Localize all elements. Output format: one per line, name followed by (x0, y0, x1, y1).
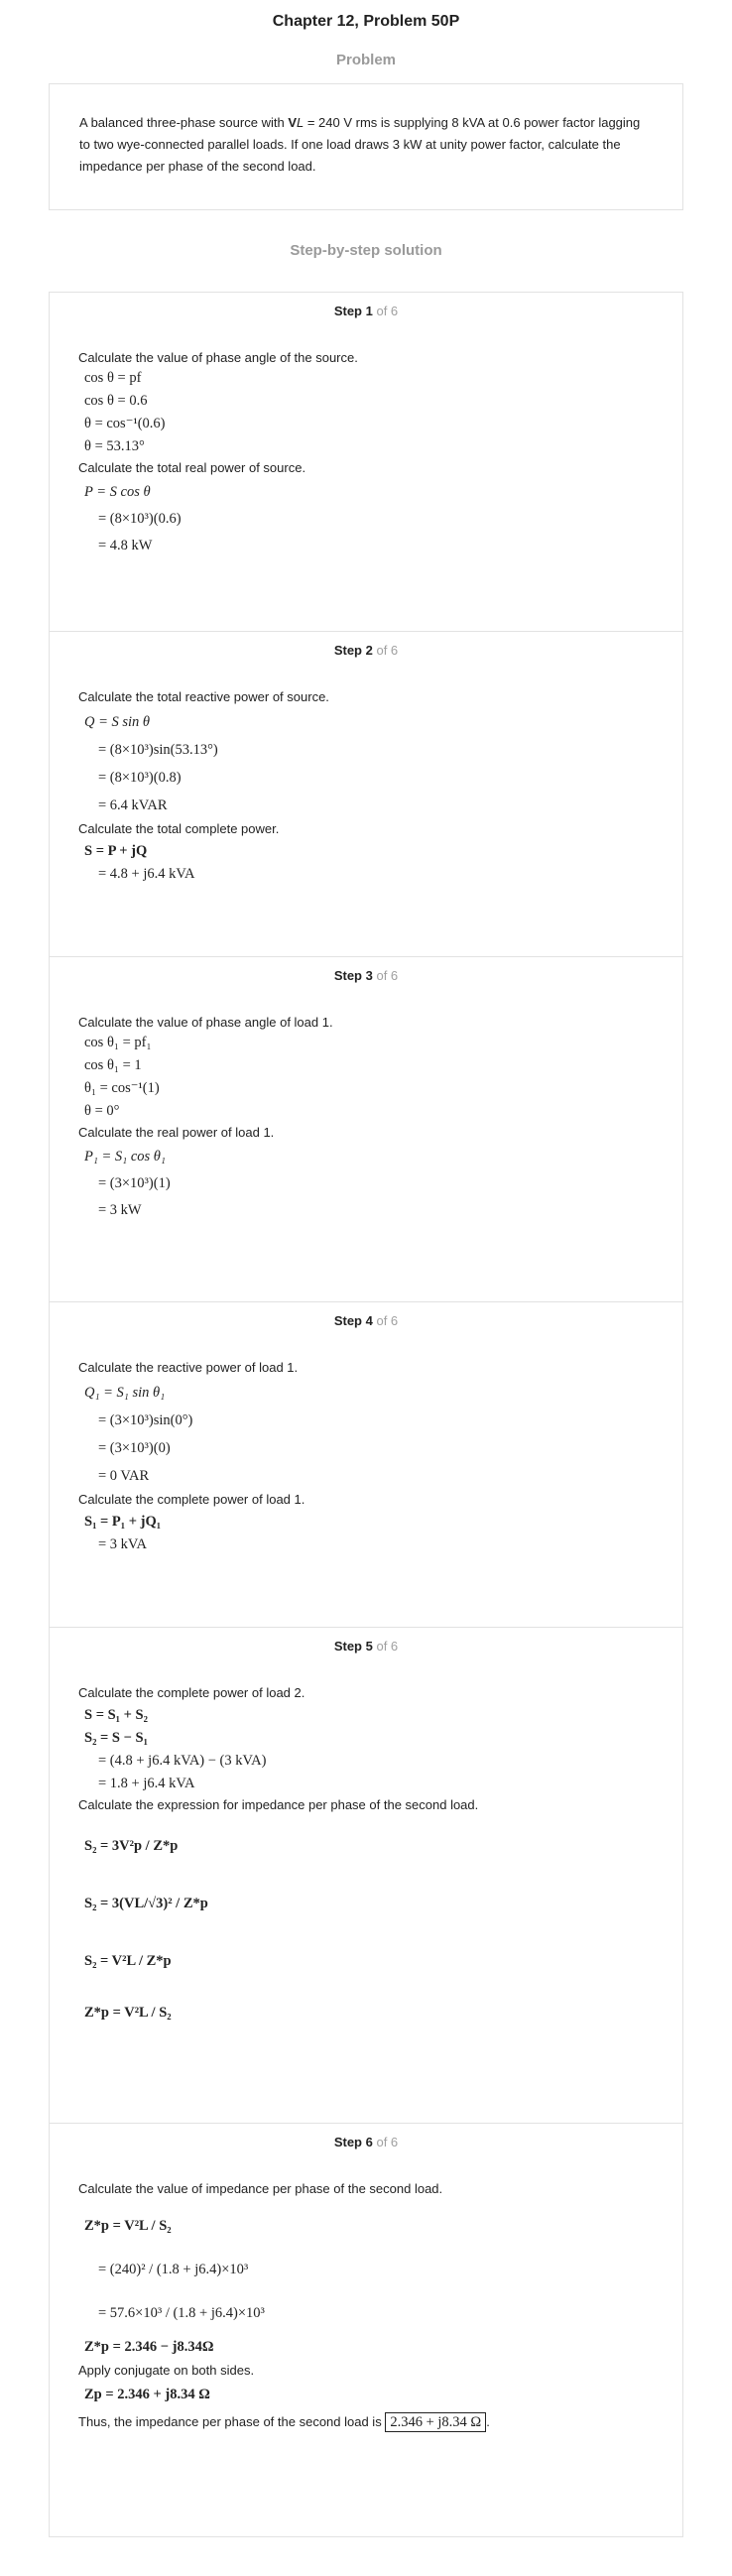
eq: Q₁ = S₁ sin θ₁ (84, 1385, 166, 1401)
step-4 (49, 1301, 683, 1627)
eq: Z*p = V²L / S₂ (84, 2218, 172, 2234)
page-title: Chapter 12, Problem 50P (272, 13, 460, 30)
eq: Zp = 2.346 + j8.34 Ω (84, 2387, 210, 2402)
eq: θ = cos⁻¹(0.6) (84, 416, 166, 431)
eq: = (8×10³)(0.8) (98, 770, 182, 786)
eq: S = S₁ + S₂ (84, 1707, 148, 1723)
eq: = (3×10³)(1) (98, 1175, 171, 1191)
step-5-header: Step 5 of 6 (333, 1639, 399, 1654)
eq: cos θ₁ = pf₁ (84, 1035, 152, 1050)
step-6-instruction-1: Calculate the value of impedance per phase of the second load. (78, 2181, 443, 2196)
step-2-header: Step 2 of 6 (333, 643, 399, 658)
step-6-instruction-2: Apply conjugate on both sides. (78, 2363, 255, 2378)
step-2-instruction-1: Calculate the total reactive power of source. (78, 689, 329, 704)
eq: = 57.6×10³ / (1.8 + j6.4)×10³ (98, 2305, 265, 2321)
step-4-header: Step 4 of 6 (333, 1313, 399, 1328)
eq: S₂ = 3(VL/√3)² / Z*p (84, 1896, 208, 1911)
step-6-math-2 (78, 2384, 654, 2406)
step-3-instruction-1: Calculate the value of phase angle of load 1. (78, 1015, 333, 1030)
eq: cos θ = 0.6 (84, 393, 148, 409)
step-4-math-1 (78, 1379, 654, 1490)
step-1 (49, 292, 683, 631)
eq: S₂ = S − S₁ (84, 1730, 148, 1746)
eq: Z*p = V²L / S₂ (84, 2005, 172, 2021)
step-2-instruction-2: Calculate the total complete power. (78, 821, 280, 836)
eq: θ = 0° (84, 1103, 120, 1119)
eq: = (8×10³)sin(53.13°) (98, 742, 218, 758)
eq: cos θ = pf (84, 370, 142, 386)
step-6-header: Step 6 of 6 (333, 2135, 399, 2149)
step-1-header: Step 1 of 6 (333, 304, 399, 318)
eq: = (240)² / (1.8 + j6.4)×10³ (98, 2262, 249, 2277)
step-3-header: Step 3 of 6 (333, 968, 399, 983)
eq: θ₁ = cos⁻¹(1) (84, 1080, 160, 1096)
step-2-math-2 (78, 840, 654, 886)
eq: cos θ₁ = 1 (84, 1057, 142, 1073)
eq: = (3×10³)sin(0°) (98, 1412, 193, 1428)
eq: θ = 53.13° (84, 438, 145, 454)
eq: Z*p = 2.346 − j8.34Ω (84, 2339, 214, 2355)
eq: = 3 kW (98, 1202, 142, 1218)
problem-text: A balanced three-phase source with VL = 240 V rms is supplying 8 kVA at 0.6 power factor lagging to two wye-connected parallel loads. If one load draws 3 kW at unity power factor, calculate the impedance per phase of the second load. (79, 115, 641, 174)
step-6-conclusion: Thus, the impedance per phase of the second load is 2.346 + j8.34 Ω . (78, 2414, 490, 2430)
final-answer: 2.346 + j8.34 Ω (385, 2412, 486, 2432)
eq: P₁ = S₁ cos θ₁ (84, 1149, 166, 1165)
step-5-math-1 (78, 1704, 654, 1795)
eq: S₁ = P₁ + jQ₁ (84, 1514, 162, 1530)
eq: S₂ = V²L / Z*p (84, 1953, 172, 1969)
step-6-math-1 (78, 2204, 654, 2359)
step-1-instruction-2: Calculate the total real power of source. (78, 460, 306, 475)
step-1-instruction-1: Calculate the value of phase angle of the source. (78, 350, 358, 365)
problem-heading: Problem (335, 52, 396, 68)
step-3-math-1 (78, 1032, 654, 1123)
eq: Q = S sin θ (84, 714, 151, 730)
conclusion-text: Thus, the impedance per phase of the second load is (78, 2414, 382, 2429)
step-6 (49, 2123, 683, 2537)
step-4-math-2 (78, 1511, 654, 1556)
solution-heading: Step-by-step solution (290, 242, 442, 259)
eq: P = S cos θ (84, 484, 151, 500)
eq: S₂ = 3V²p / Z*p (84, 1838, 179, 1854)
step-5 (49, 1627, 683, 2123)
eq: = (8×10³)(0.6) (98, 511, 182, 527)
step-3-math-2 (78, 1144, 654, 1224)
step-1-math-2 (78, 479, 654, 559)
step-3 (49, 956, 683, 1301)
step-4-instruction-1: Calculate the reactive power of load 1. (78, 1360, 299, 1375)
eq: = 6.4 kVAR (98, 797, 168, 813)
eq: = 0 VAR (98, 1468, 150, 1484)
eq: = 3 kVA (98, 1536, 148, 1552)
step-3-instruction-2: Calculate the real power of load 1. (78, 1125, 275, 1140)
step-5-math-2 (78, 1820, 654, 2038)
eq: = 4.8 kW (98, 538, 153, 553)
problem-card (49, 83, 683, 210)
step-5-instruction-1: Calculate the complete power of load 2. (78, 1685, 305, 1700)
eq: = (4.8 + j6.4 kVA) − (3 kVA) (98, 1753, 267, 1769)
step-2 (49, 631, 683, 956)
step-1-math-1 (78, 367, 654, 458)
step-2-math-1 (78, 708, 654, 819)
eq: = 1.8 + j6.4 kVA (98, 1776, 195, 1791)
eq: = 4.8 + j6.4 kVA (98, 866, 195, 882)
step-4-instruction-2: Calculate the complete power of load 1. (78, 1492, 305, 1507)
eq: = (3×10³)(0) (98, 1440, 171, 1456)
eq: S = P + jQ (84, 843, 148, 859)
step-5-instruction-2: Calculate the expression for impedance per phase of the second load. (78, 1797, 479, 1812)
